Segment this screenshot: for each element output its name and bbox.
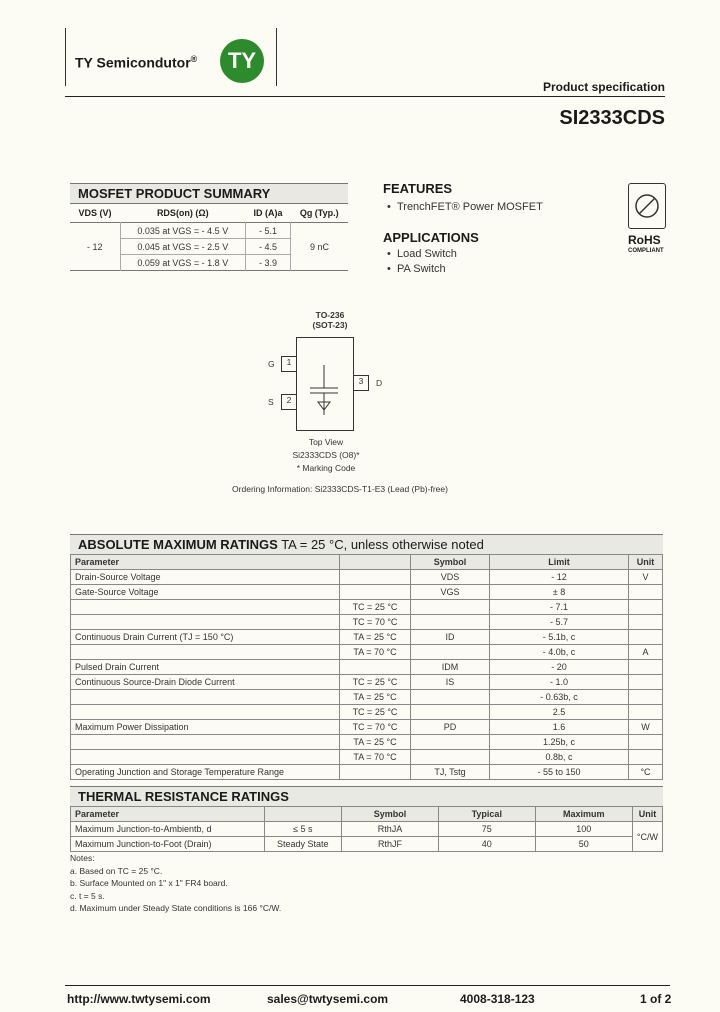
ordering-info: Ordering Information: Si2333CDS-T1-E3 (Lead (Pb)-free)	[232, 484, 448, 494]
abs-limit: - 4.0b, c	[490, 645, 629, 660]
abs-symbol	[411, 600, 490, 615]
thermal-head: Typical	[438, 807, 535, 822]
abs-param	[71, 615, 340, 630]
abs-symbol: VGS	[411, 585, 490, 600]
col-qg: Qg (Typ.)	[299, 208, 339, 218]
abs-unit	[629, 630, 663, 645]
thermal-max: 50	[535, 837, 632, 852]
note: a. Based on TC = 25 °C.	[70, 865, 163, 876]
abs-head: Unit	[629, 555, 663, 570]
thermal-head: Parameter	[71, 807, 265, 822]
abs-symbol: ID	[411, 630, 490, 645]
thermal-title: THERMAL RESISTANCE RATINGS	[70, 786, 663, 806]
thermal-param: Maximum Junction-to-Ambientb, d	[71, 822, 265, 837]
thermal-typ: 75	[438, 822, 535, 837]
abs-limit: - 7.1	[490, 600, 629, 615]
thermal-unit: °C/W	[632, 822, 662, 852]
thermal-typ: 40	[438, 837, 535, 852]
abs-param: Drain-Source Voltage	[71, 570, 340, 585]
thermal-head: Unit	[632, 807, 662, 822]
qg-value: 9 nC	[309, 241, 329, 252]
abs-limit: 2.5	[490, 705, 629, 720]
abs-limit: - 5.7	[490, 615, 629, 630]
footer-phone: 4008-318-123	[460, 992, 535, 1006]
abs-cond: TA = 25 °C	[340, 735, 411, 750]
thermal-max: 100	[535, 822, 632, 837]
thermal-ratings	[70, 786, 663, 852]
pin-1: 1	[281, 356, 297, 372]
product-summary	[70, 183, 348, 271]
abs-head: Parameter	[71, 555, 340, 570]
abs-symbol	[411, 705, 490, 720]
abs-param	[71, 750, 340, 765]
rohs-sub: COMPLIANT	[628, 248, 664, 254]
thermal-symbol: RthJF	[342, 837, 439, 852]
pin-d-label: D	[376, 378, 383, 388]
abs-symbol: VDS	[411, 570, 490, 585]
rds-row: 0.059 at VGS = - 1.8 V	[137, 257, 229, 268]
abs-param	[71, 690, 340, 705]
abs-unit	[629, 675, 663, 690]
abs-cond: TA = 25 °C	[340, 690, 411, 705]
rds-row: 0.045 at VGS = - 2.5 V	[137, 241, 229, 252]
abs-cond: TA = 25 °C	[340, 630, 411, 645]
abs-limit: ± 8	[490, 585, 629, 600]
applications-title: APPLICATIONS	[383, 230, 479, 245]
pin-2: 2	[281, 394, 297, 410]
abs-unit	[629, 735, 663, 750]
abs-symbol: PD	[411, 720, 490, 735]
rds-row: 0.035 at VGS = - 4.5 V	[137, 225, 229, 236]
id-row: - 4.5	[246, 239, 291, 255]
abs-unit	[629, 690, 663, 705]
abs-param: Continuous Drain Current (TJ = 150 °C)	[71, 630, 340, 645]
abs-limit: - 0.63b, c	[490, 690, 629, 705]
abs-param	[71, 735, 340, 750]
abs-symbol: IS	[411, 675, 490, 690]
abs-cond: TA = 70 °C	[340, 645, 411, 660]
company-name: TY Semicondutor®	[75, 54, 198, 71]
abs-limit: - 1.0	[490, 675, 629, 690]
thermal-head: Maximum	[535, 807, 632, 822]
thermal-symbol: RthJA	[342, 822, 439, 837]
abs-unit: A	[629, 645, 663, 660]
feature-item: • TrenchFET® Power MOSFET	[387, 201, 543, 213]
abs-cond: TA = 70 °C	[340, 750, 411, 765]
abs-table	[70, 554, 663, 780]
pin-g-label: G	[268, 359, 275, 369]
abs-cond: TC = 70 °C	[340, 615, 411, 630]
abs-limit: - 5.1b, c	[490, 630, 629, 645]
abs-unit	[629, 660, 663, 675]
abs-max-ratings	[70, 534, 663, 780]
abs-unit: V	[629, 570, 663, 585]
abs-cond: TC = 25 °C	[340, 600, 411, 615]
abs-param: Continuous Source-Drain Diode Current	[71, 675, 340, 690]
abs-param	[71, 705, 340, 720]
id-row: - 3.9	[246, 255, 291, 271]
package-name: TO-236 (SOT-23)	[312, 310, 348, 330]
thermal-head: Symbol	[342, 807, 439, 822]
abs-cond: TC = 70 °C	[340, 720, 411, 735]
features-title: FEATURES	[383, 181, 453, 196]
footer-email[interactable]: sales@twtysemi.com	[267, 992, 389, 1006]
abs-cond	[340, 585, 411, 600]
abs-limit: 0.8b, c	[490, 750, 629, 765]
abs-limit: 1.6	[490, 720, 629, 735]
abs-param	[71, 600, 340, 615]
abs-head: Symbol	[411, 555, 490, 570]
doc-type: Product specification	[542, 80, 665, 94]
summary-title: MOSFET PRODUCT SUMMARY	[70, 183, 348, 204]
note: d. Maximum under Steady State conditions is 166 °C/W.	[70, 903, 282, 913]
abs-cond	[340, 765, 411, 780]
abs-cond	[340, 660, 411, 675]
thermal-cond: Steady State	[264, 837, 341, 852]
abs-symbol	[411, 645, 490, 660]
thermal-cond: ≤ 5 s	[264, 822, 341, 837]
col-rds: RDS(on) (Ω)	[156, 208, 209, 218]
abs-title: ABSOLUTE MAXIMUM RATINGS TA = 25 °C, unless otherwise noted	[70, 534, 663, 554]
pin-3: 3	[353, 375, 369, 391]
abs-cond: TC = 25 °C	[340, 705, 411, 720]
col-id: ID (A)a	[253, 208, 283, 218]
abs-limit: 1.25b, c	[490, 735, 629, 750]
rohs-icon	[628, 183, 666, 229]
package-caption: Top View Si2333CDS (O8)* * Marking Code	[292, 437, 360, 473]
mosfet-symbol-icon	[300, 360, 350, 420]
note: c. t = 5 s.	[70, 890, 105, 901]
note: Notes:	[70, 853, 95, 863]
abs-param: Operating Junction and Storage Temperature Range	[71, 765, 340, 780]
abs-unit	[629, 750, 663, 765]
application-item: • PA Switch	[387, 263, 446, 275]
pin-s-label: S	[268, 397, 274, 407]
abs-cond	[340, 570, 411, 585]
rohs-label: RoHS	[628, 233, 661, 247]
vds-value: - 12	[70, 223, 120, 271]
footer-page: 1 of 2	[640, 992, 672, 1006]
abs-head: Limit	[490, 555, 629, 570]
part-number: SI2333CDS	[559, 107, 665, 129]
abs-symbol	[411, 735, 490, 750]
abs-unit: W	[629, 720, 663, 735]
abs-unit	[629, 615, 663, 630]
thermal-param: Maximum Junction-to-Foot (Drain)	[71, 837, 265, 852]
abs-unit	[629, 705, 663, 720]
features	[383, 181, 543, 277]
abs-param: Pulsed Drain Current	[71, 660, 340, 675]
abs-param: Maximum Power Dissipation	[71, 720, 340, 735]
thermal-table	[70, 806, 663, 852]
company-logo: TY	[220, 39, 264, 83]
footer-url[interactable]: http://www.twtysemi.com	[67, 992, 211, 1006]
footer-divider	[65, 985, 670, 986]
abs-symbol	[411, 750, 490, 765]
application-item: • Load Switch	[387, 248, 457, 260]
abs-param	[71, 645, 340, 660]
id-row: - 5.1	[246, 223, 291, 239]
abs-symbol	[411, 690, 490, 705]
col-vds: VDS (V)	[78, 208, 112, 218]
abs-unit	[629, 585, 663, 600]
note: b. Surface Mounted on 1" x 1" FR4 board.	[70, 878, 228, 888]
abs-param: Gate-Source Voltage	[71, 585, 340, 600]
abs-unit	[629, 600, 663, 615]
abs-symbol	[411, 615, 490, 630]
abs-symbol: IDM	[411, 660, 490, 675]
abs-limit: - 12	[490, 570, 629, 585]
abs-unit: °C	[629, 765, 663, 780]
notes	[70, 852, 281, 915]
abs-limit: - 20	[490, 660, 629, 675]
header-divider	[65, 96, 665, 97]
abs-cond: TC = 25 °C	[340, 675, 411, 690]
abs-limit: - 55 to 150	[490, 765, 629, 780]
abs-symbol: TJ, Tstg	[411, 765, 490, 780]
